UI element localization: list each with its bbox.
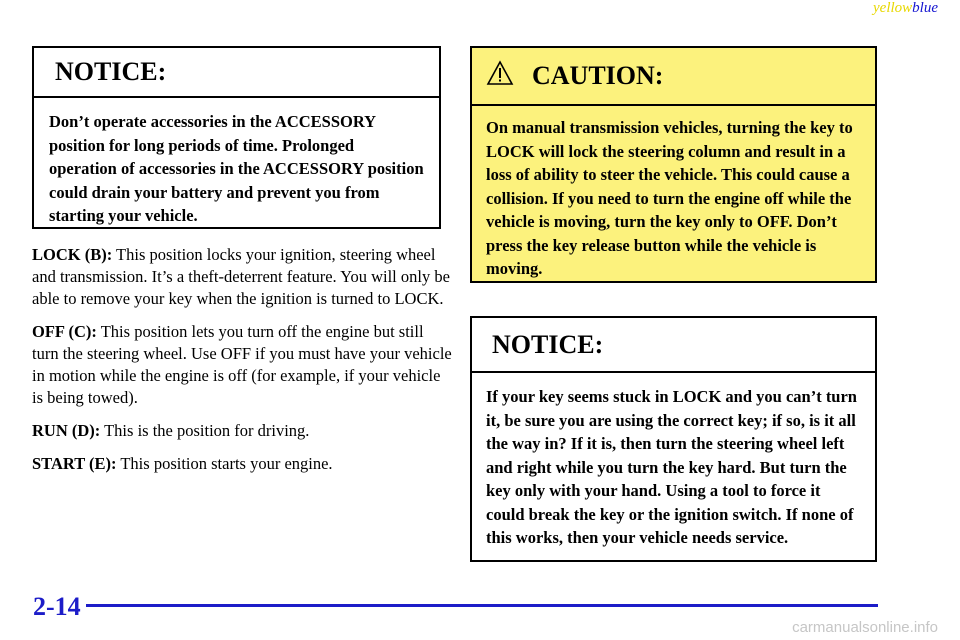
caution-header xyxy=(472,48,875,106)
footer-rule xyxy=(86,604,878,607)
ignition-positions xyxy=(32,244,452,486)
position-text: This position locks your ignition, steering wheel and transmission. It’s a theft‑deterrent feature. You will only be able to remove your key when the ignition is turned to LOCK. xyxy=(32,245,450,308)
position-off xyxy=(32,321,452,409)
notice-body: Don’t operate accessories in the ACCESSORY position for long periods of time. Prolonged operation of accessories in the ACCESSORY position could drain your battery and prevent you from starting your vehicle. xyxy=(49,112,424,225)
position-label: RUN (D): xyxy=(32,421,101,440)
caution-heading: CAUTION: xyxy=(532,61,664,90)
warning-triangle-icon xyxy=(486,60,514,86)
position-run xyxy=(32,420,452,442)
position-text: This is the position for driving. xyxy=(100,421,310,440)
position-lock xyxy=(32,244,452,310)
position-label: START (E): xyxy=(32,454,117,473)
color-tag-blue: blue xyxy=(912,0,938,16)
watermark: carmanualsonline.info xyxy=(792,619,938,636)
notice-body: If your key seems stuck in LOCK and you can’t turn it, be sure you are using the correct key; if so, is it all the way in? If it is, then turn the steering wheel left and right while you turn the key hard. But turn the key only with your hand. Using a tool to force it could break the key or the ignition switch. If none of this works, then your vehicle needs service. xyxy=(486,387,857,547)
position-label: LOCK (B): xyxy=(32,245,113,264)
position-text: This position lets you turn off the engine but still turn the steering wheel. Use OFF if you must have your vehicle in motion while the engine is off (for example, if your vehicle is being towed). xyxy=(32,322,452,407)
notice-box-accessory xyxy=(32,46,441,229)
caution-box xyxy=(470,46,877,283)
notice-box-stuck-key xyxy=(470,316,877,562)
page-number: 2-14 xyxy=(33,592,81,621)
position-text: This position starts your engine. xyxy=(116,454,333,473)
caution-body: On manual transmission vehicles, turning the key to LOCK will lock the steering column and result in a loss of ability to steer the vehicle. This could cause a collision. If you need to turn the engine off while the vehicle is moving, turn the key only to OFF. Don’t press the key release button while the vehicle is moving. xyxy=(486,118,853,278)
notice-heading: NOTICE: xyxy=(472,318,875,373)
position-label: OFF (C): xyxy=(32,322,97,341)
color-tag xyxy=(873,0,938,17)
color-tag-yellow: yellow xyxy=(873,0,913,16)
position-start xyxy=(32,453,452,475)
notice-heading: NOTICE: xyxy=(34,48,439,98)
